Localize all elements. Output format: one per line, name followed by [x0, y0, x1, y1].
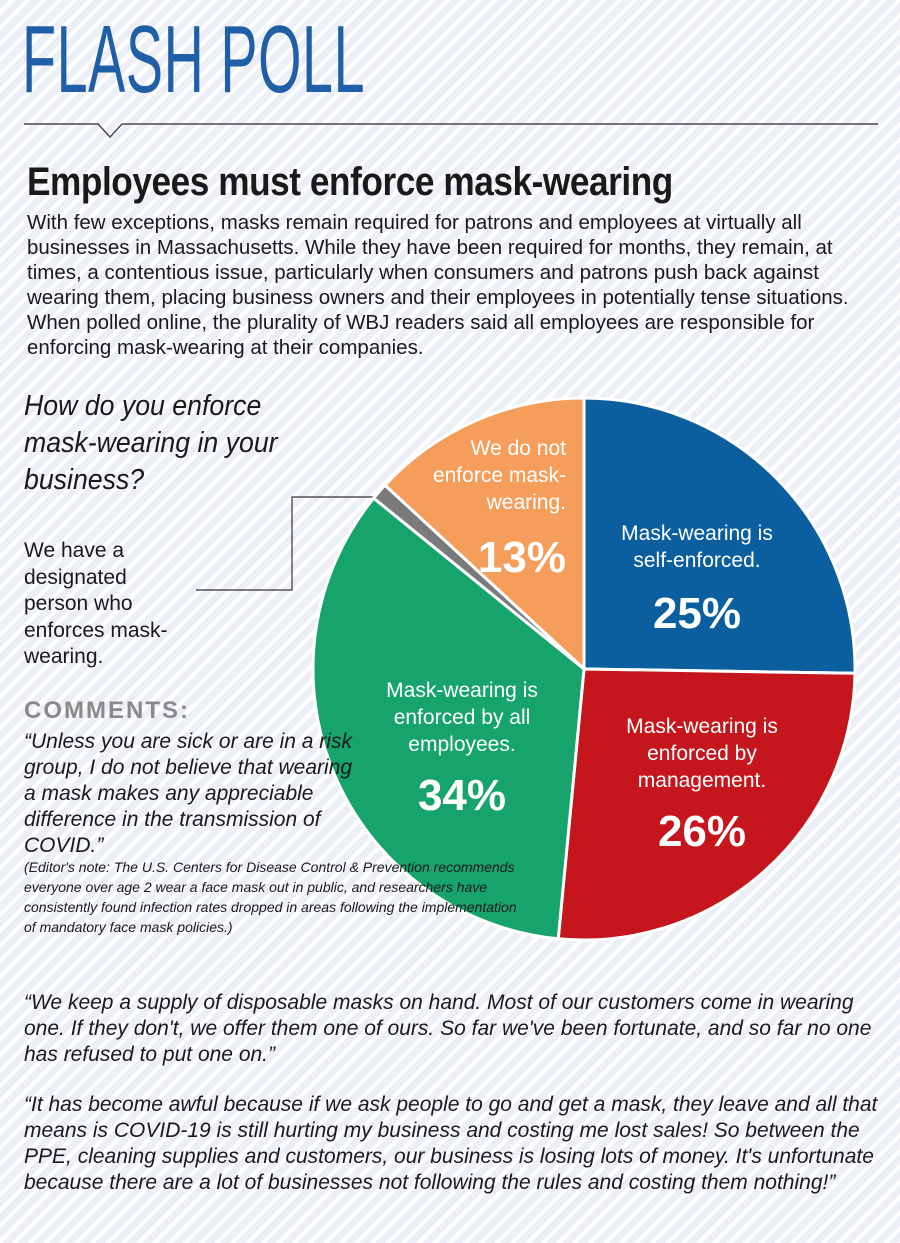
pie-slice — [558, 669, 855, 940]
editors-note: (Editor's note: The U.S. Centers for Disease Control & Prevention recommends everyone over age 2 wear a face mask out in public, and researchers have consistently found infection rates dropped in areas following the implementation of mandatory face mask policies.) — [24, 859, 517, 935]
slice-category-label: Mask-wearing is self-enforced. — [621, 522, 773, 572]
slice-category-label: We do not enforce mask-wearing. — [432, 437, 566, 514]
headline: Employees must enforce mask-wearing — [27, 160, 673, 204]
slice-value-label: 34% — [417, 771, 507, 820]
poll-question: How do you enforce mask-wearing in your business? — [24, 390, 278, 496]
comment-quote-1: “Unless you are sick or are in a risk group, I do not believe that wearing a mask makes any appreciable difference in the transmission of COVID.” — [24, 730, 353, 857]
section-title: FLASH POLL — [22, 6, 366, 113]
slice-value-label: 26% — [657, 807, 747, 856]
slice-value-label: 13% — [477, 533, 566, 582]
comment-quote-2: “We keep a supply of disposable masks on hand. Most of our customers come in wearing one. If they don't, we offer them one of ours. So far we've been fortunate, and so far no one has refused to put one on.” — [24, 991, 872, 1066]
intro-paragraph: With few exceptions, masks remain required for patrons and employees at virtually all businesses in Massachusetts. While they have been required for months, they remain, at times, a contentious issue, particularly when consumers and patrons push back against wearing them, placing business owners and their employees in potentially tense situations. When polled online, the plurality of WBJ readers said all employees are responsible for enforcing mask-wearing at their companies. — [27, 211, 849, 359]
slice-value-label: 25% — [652, 589, 742, 638]
comment-quote-3: “It has become awful because if we ask people to go and get a mask, they leave and all that means is COVID-19 is still hurting my business and costing me lost sales! So between the PPE, cleaning supplies and customers, our business is losing lots of money. It's unfortunate because there are a lot of businesses not following the rules and costing them nothing!” — [24, 1093, 878, 1194]
comments-heading: COMMENTS: — [24, 697, 190, 724]
slice-category-label: Mask-wearing is enforced by management. — [626, 715, 778, 792]
designated-person-label: We have a designated person who enforces mask-wearing. — [24, 539, 168, 668]
slice-category-label: Mask-wearing is enforced by all employees. — [386, 679, 538, 756]
